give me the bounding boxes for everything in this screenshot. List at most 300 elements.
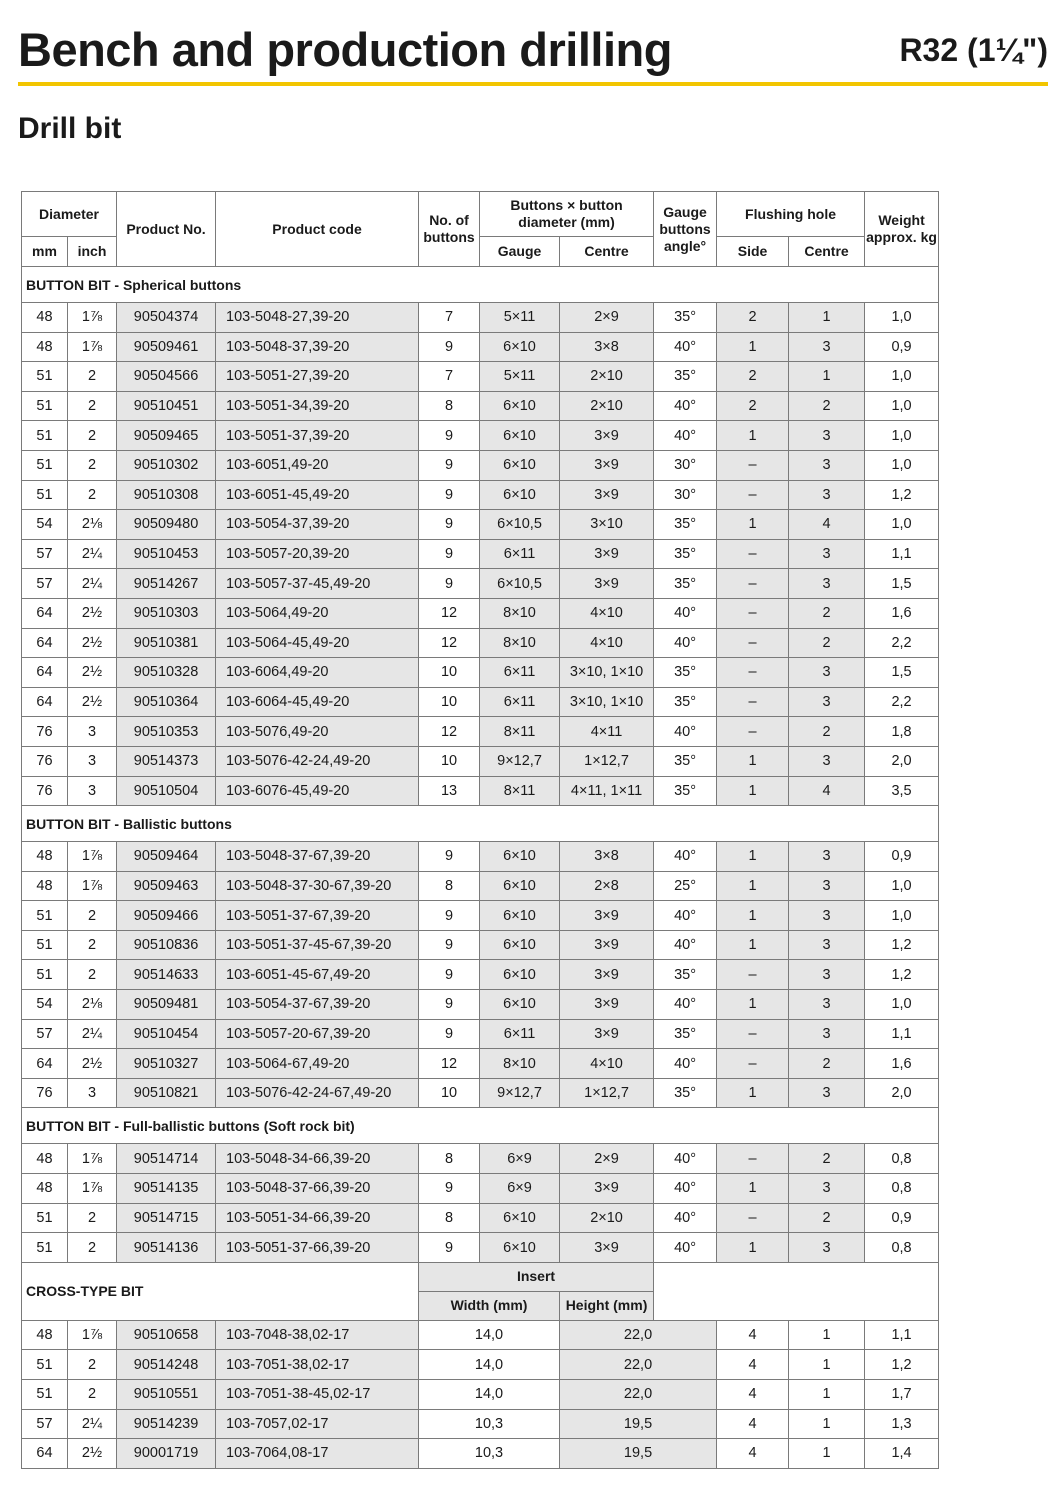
cell-side: 1 bbox=[717, 901, 789, 931]
cell-product-no: 90510836 bbox=[117, 930, 216, 960]
header-height: Height (mm) bbox=[560, 1291, 654, 1320]
cell-flush-centre: 1 bbox=[789, 362, 865, 392]
cell-product-code: 103-5057-20-67,39-20 bbox=[216, 1019, 419, 1049]
cell-gauge-angle: 40° bbox=[654, 332, 717, 362]
cell-product-code: 103-5054-37-67,39-20 bbox=[216, 990, 419, 1020]
header-buttons-diameter: Buttons × button diameter (mm) bbox=[480, 192, 654, 237]
cell-flush-centre: 1 bbox=[789, 1439, 865, 1469]
cell-gauge-angle: 35° bbox=[654, 960, 717, 990]
cell-inch: 1⅞ bbox=[68, 1174, 117, 1204]
cell-gauge-angle: 40° bbox=[654, 1174, 717, 1204]
cell-centre: 3×9 bbox=[560, 539, 654, 569]
section-title: BUTTON BIT - Ballistic buttons bbox=[22, 806, 939, 842]
cell-product-no: 90514267 bbox=[117, 569, 216, 599]
table-row bbox=[22, 687, 939, 717]
cell-weight: 1,7 bbox=[865, 1380, 939, 1410]
header-gauge: Gauge bbox=[480, 237, 560, 267]
cell-gauge: 6×10 bbox=[480, 1203, 560, 1233]
table-row bbox=[22, 1409, 939, 1439]
cell-flush-centre: 3 bbox=[789, 421, 865, 451]
cell-product-code: 103-5048-37-66,39-20 bbox=[216, 1174, 419, 1204]
cell-mm: 51 bbox=[22, 1380, 68, 1410]
cell-gauge: 6×10 bbox=[480, 450, 560, 480]
cell-flush-centre: 2 bbox=[789, 391, 865, 421]
cell-no-buttons: 13 bbox=[419, 776, 480, 806]
cell-product-no: 90510454 bbox=[117, 1019, 216, 1049]
cell-product-code: 103-5064-45,49-20 bbox=[216, 628, 419, 658]
cell-inch: 2½ bbox=[68, 598, 117, 628]
cell-mm: 51 bbox=[22, 1233, 68, 1263]
table-row bbox=[22, 871, 939, 901]
table-row bbox=[22, 1203, 939, 1233]
section-header-row bbox=[22, 267, 939, 303]
cell-flush-centre: 3 bbox=[789, 1233, 865, 1263]
cell-inch: 3 bbox=[68, 776, 117, 806]
cell-weight: 0,9 bbox=[865, 332, 939, 362]
cell-flush-centre: 1 bbox=[789, 1320, 865, 1350]
cell-inch: 2¼ bbox=[68, 1409, 117, 1439]
cell-weight: 0,8 bbox=[865, 1174, 939, 1204]
cell-inch: 2½ bbox=[68, 628, 117, 658]
header-width: Width (mm) bbox=[419, 1291, 560, 1320]
cell-gauge-angle: 40° bbox=[654, 1233, 717, 1263]
cell-product-code: 103-5048-37-30-67,39-20 bbox=[216, 871, 419, 901]
cell-no-buttons: 9 bbox=[419, 421, 480, 451]
cell-no-buttons: 9 bbox=[419, 1174, 480, 1204]
cell-no-buttons: 9 bbox=[419, 1019, 480, 1049]
cell-flush-centre: 3 bbox=[789, 539, 865, 569]
cell-mm: 51 bbox=[22, 391, 68, 421]
cell-no-buttons: 9 bbox=[419, 842, 480, 872]
cell-product-no: 90504374 bbox=[117, 303, 216, 333]
table-row bbox=[22, 1174, 939, 1204]
table-row bbox=[22, 510, 939, 540]
cell-flush-centre: 3 bbox=[789, 1078, 865, 1108]
cell-mm: 48 bbox=[22, 1174, 68, 1204]
cell-no-buttons: 9 bbox=[419, 930, 480, 960]
cell-weight: 1,2 bbox=[865, 1350, 939, 1380]
header-diameter: Diameter bbox=[22, 192, 117, 237]
cell-gauge: 6×11 bbox=[480, 687, 560, 717]
cell-mm: 57 bbox=[22, 1409, 68, 1439]
cell-gauge-angle: 40° bbox=[654, 1203, 717, 1233]
cell-product-no: 90514135 bbox=[117, 1174, 216, 1204]
cell-flush-centre: 3 bbox=[789, 746, 865, 776]
cell-weight: 1,5 bbox=[865, 658, 939, 688]
cell-gauge-angle: 35° bbox=[654, 658, 717, 688]
cell-inch: 2⅛ bbox=[68, 510, 117, 540]
table-body bbox=[22, 267, 939, 1469]
table-row bbox=[22, 391, 939, 421]
cell-flush-centre: 4 bbox=[789, 510, 865, 540]
cell-side: 1 bbox=[717, 332, 789, 362]
cell-inch: 2 bbox=[68, 1233, 117, 1263]
cell-flush-centre: 1 bbox=[789, 303, 865, 333]
cell-product-code: 103-5048-37-67,39-20 bbox=[216, 842, 419, 872]
cell-inch: 3 bbox=[68, 717, 117, 747]
cell-side: 1 bbox=[717, 871, 789, 901]
cell-product-code: 103-5051-37-66,39-20 bbox=[216, 1233, 419, 1263]
cell-gauge-angle: 35° bbox=[654, 510, 717, 540]
cell-weight: 1,0 bbox=[865, 871, 939, 901]
page-title: Bench and production drilling bbox=[18, 23, 672, 76]
cell-inch: 2 bbox=[68, 1203, 117, 1233]
cell-mm: 51 bbox=[22, 480, 68, 510]
cell-centre: 3×10, 1×10 bbox=[560, 658, 654, 688]
cell-flush-centre: 3 bbox=[789, 658, 865, 688]
cell-height: 22,0 bbox=[560, 1380, 717, 1410]
cell-centre: 4×11, 1×11 bbox=[560, 776, 654, 806]
table-row bbox=[22, 1144, 939, 1174]
cell-inch: 1⅞ bbox=[68, 303, 117, 333]
cell-product-no: 90509461 bbox=[117, 332, 216, 362]
cell-flush-centre: 2 bbox=[789, 628, 865, 658]
cell-side: 4 bbox=[717, 1380, 789, 1410]
table-row bbox=[22, 1439, 939, 1469]
cell-gauge-angle: 40° bbox=[654, 1049, 717, 1079]
cell-weight: 2,0 bbox=[865, 1078, 939, 1108]
cell-gauge-angle: 35° bbox=[654, 746, 717, 776]
cell-product-no: 90514239 bbox=[117, 1409, 216, 1439]
cell-gauge-angle: 40° bbox=[654, 421, 717, 451]
cell-product-no: 90514714 bbox=[117, 1144, 216, 1174]
header-product-no: Product No. bbox=[117, 192, 216, 267]
cell-gauge: 6×10 bbox=[480, 480, 560, 510]
cell-centre: 1×12,7 bbox=[560, 1078, 654, 1108]
cell-product-no: 90510551 bbox=[117, 1380, 216, 1410]
cell-side: 1 bbox=[717, 776, 789, 806]
cell-gauge: 6×10 bbox=[480, 391, 560, 421]
cell-no-buttons: 7 bbox=[419, 362, 480, 392]
cell-product-no: 90510327 bbox=[117, 1049, 216, 1079]
cell-inch: 2½ bbox=[68, 1049, 117, 1079]
cell-inch: 1⅞ bbox=[68, 1144, 117, 1174]
table-row bbox=[22, 450, 939, 480]
cell-no-buttons: 8 bbox=[419, 871, 480, 901]
cell-mm: 48 bbox=[22, 871, 68, 901]
table-row bbox=[22, 421, 939, 451]
cell-gauge: 6×10 bbox=[480, 990, 560, 1020]
cell-side: 4 bbox=[717, 1350, 789, 1380]
cell-mm: 48 bbox=[22, 303, 68, 333]
cell-mm: 76 bbox=[22, 776, 68, 806]
cell-centre: 1×12,7 bbox=[560, 746, 654, 776]
cell-product-no: 90509466 bbox=[117, 901, 216, 931]
cell-flush-centre: 1 bbox=[789, 1380, 865, 1410]
cell-flush-centre: 3 bbox=[789, 687, 865, 717]
cell-product-no: 90510451 bbox=[117, 391, 216, 421]
header-side: Side bbox=[717, 237, 789, 267]
header-gauge-angle: Gauge buttons angle° bbox=[654, 192, 717, 267]
cell-gauge-angle: 35° bbox=[654, 303, 717, 333]
cell-centre: 2×8 bbox=[560, 871, 654, 901]
table-row bbox=[22, 930, 939, 960]
cell-inch: 2 bbox=[68, 930, 117, 960]
cell-centre: 3×9 bbox=[560, 1019, 654, 1049]
table-row bbox=[22, 901, 939, 931]
cell-inch: 2 bbox=[68, 1350, 117, 1380]
cell-centre: 3×10, 1×10 bbox=[560, 687, 654, 717]
cell-product-code: 103-5051-37-45-67,39-20 bbox=[216, 930, 419, 960]
cell-weight: 3,5 bbox=[865, 776, 939, 806]
header-flush-centre: Centre bbox=[789, 237, 865, 267]
cell-gauge: 9×12,7 bbox=[480, 746, 560, 776]
cell-gauge: 6×11 bbox=[480, 1019, 560, 1049]
cell-mm: 54 bbox=[22, 510, 68, 540]
cell-flush-centre: 3 bbox=[789, 480, 865, 510]
cell-height: 19,5 bbox=[560, 1409, 717, 1439]
cell-product-no: 90514715 bbox=[117, 1203, 216, 1233]
cell-product-no: 90504566 bbox=[117, 362, 216, 392]
cell-weight: 0,8 bbox=[865, 1233, 939, 1263]
cell-gauge-angle: 40° bbox=[654, 1144, 717, 1174]
cell-inch: 2½ bbox=[68, 687, 117, 717]
cell-product-no: 90514136 bbox=[117, 1233, 216, 1263]
cell-centre: 2×9 bbox=[560, 1144, 654, 1174]
cell-gauge-angle: 35° bbox=[654, 1019, 717, 1049]
table-row bbox=[22, 332, 939, 362]
cell-no-buttons: 9 bbox=[419, 901, 480, 931]
table-row bbox=[22, 1078, 939, 1108]
cell-weight: 2,0 bbox=[865, 746, 939, 776]
cell-weight: 1,6 bbox=[865, 598, 939, 628]
section-title: CROSS-TYPE BIT bbox=[22, 1262, 419, 1320]
cell-product-no: 90510308 bbox=[117, 480, 216, 510]
cell-no-buttons: 9 bbox=[419, 569, 480, 599]
cell-gauge: 6×10 bbox=[480, 871, 560, 901]
cell-side: 1 bbox=[717, 746, 789, 776]
cell-mm: 51 bbox=[22, 1350, 68, 1380]
cell-product-no: 90510353 bbox=[117, 717, 216, 747]
cell-no-buttons: 9 bbox=[419, 960, 480, 990]
cell-no-buttons: 9 bbox=[419, 480, 480, 510]
cell-side: 1 bbox=[717, 1174, 789, 1204]
table-row bbox=[22, 1019, 939, 1049]
cell-product-no: 90514633 bbox=[117, 960, 216, 990]
cell-centre: 3×9 bbox=[560, 990, 654, 1020]
table-row bbox=[22, 1380, 939, 1410]
cell-product-code: 103-6064,49-20 bbox=[216, 658, 419, 688]
cell-gauge: 6×10 bbox=[480, 1233, 560, 1263]
cell-weight: 1,1 bbox=[865, 1320, 939, 1350]
cell-centre: 3×8 bbox=[560, 332, 654, 362]
cell-no-buttons: 12 bbox=[419, 717, 480, 747]
cell-gauge: 6×10 bbox=[480, 332, 560, 362]
cell-mm: 64 bbox=[22, 1049, 68, 1079]
cell-gauge-angle: 40° bbox=[654, 990, 717, 1020]
cell-weight: 1,2 bbox=[865, 480, 939, 510]
cell-weight: 1,3 bbox=[865, 1409, 939, 1439]
cell-no-buttons: 9 bbox=[419, 539, 480, 569]
cell-no-buttons: 12 bbox=[419, 598, 480, 628]
cell-gauge-angle: 35° bbox=[654, 539, 717, 569]
cell-inch: 2¼ bbox=[68, 1019, 117, 1049]
cell-weight: 0,8 bbox=[865, 1144, 939, 1174]
cell-product-code: 103-7051-38-45,02-17 bbox=[216, 1380, 419, 1410]
cell-side: 1 bbox=[717, 930, 789, 960]
cell-weight: 1,4 bbox=[865, 1439, 939, 1469]
cell-flush-centre: 4 bbox=[789, 776, 865, 806]
table-row bbox=[22, 842, 939, 872]
cell-product-code: 103-5064,49-20 bbox=[216, 598, 419, 628]
cell-gauge-angle: 40° bbox=[654, 628, 717, 658]
cell-weight: 1,0 bbox=[865, 391, 939, 421]
table-row bbox=[22, 746, 939, 776]
cell-side: 4 bbox=[717, 1439, 789, 1469]
cell-gauge: 8×11 bbox=[480, 776, 560, 806]
cell-product-code: 103-5051-34,39-20 bbox=[216, 391, 419, 421]
cell-product-no: 90510381 bbox=[117, 628, 216, 658]
cell-flush-centre: 2 bbox=[789, 1049, 865, 1079]
cell-product-code: 103-5051-37-67,39-20 bbox=[216, 901, 419, 931]
cell-product-code: 103-7057,02-17 bbox=[216, 1409, 419, 1439]
cell-product-no: 90001719 bbox=[117, 1439, 216, 1469]
cell-mm: 57 bbox=[22, 539, 68, 569]
table-row bbox=[22, 776, 939, 806]
cell-weight: 1,5 bbox=[865, 569, 939, 599]
cell-product-code: 103-5064-67,49-20 bbox=[216, 1049, 419, 1079]
cell-product-code: 103-5051-37,39-20 bbox=[216, 421, 419, 451]
cell-gauge-angle: 35° bbox=[654, 1078, 717, 1108]
cell-gauge-angle: 30° bbox=[654, 450, 717, 480]
cell-inch: 3 bbox=[68, 746, 117, 776]
table-row bbox=[22, 362, 939, 392]
table-row bbox=[22, 1049, 939, 1079]
cell-gauge: 6×10 bbox=[480, 901, 560, 931]
cell-centre: 4×10 bbox=[560, 1049, 654, 1079]
cell-weight: 0,9 bbox=[865, 842, 939, 872]
cell-side: 4 bbox=[717, 1320, 789, 1350]
cell-side: – bbox=[717, 450, 789, 480]
cell-flush-centre: 3 bbox=[789, 990, 865, 1020]
cell-product-no: 90510303 bbox=[117, 598, 216, 628]
cell-centre: 3×8 bbox=[560, 842, 654, 872]
table-row bbox=[22, 1350, 939, 1380]
cell-centre: 3×9 bbox=[560, 480, 654, 510]
cell-side: 1 bbox=[717, 1078, 789, 1108]
cell-weight: 1,8 bbox=[865, 717, 939, 747]
cell-gauge-angle: 35° bbox=[654, 569, 717, 599]
cell-gauge: 8×11 bbox=[480, 717, 560, 747]
cell-weight: 2,2 bbox=[865, 628, 939, 658]
cell-product-code: 103-7048-38,02-17 bbox=[216, 1320, 419, 1350]
cell-gauge-angle: 35° bbox=[654, 362, 717, 392]
cell-gauge: 6×9 bbox=[480, 1174, 560, 1204]
cell-mm: 76 bbox=[22, 746, 68, 776]
cell-no-buttons: 12 bbox=[419, 628, 480, 658]
cross-header-blank bbox=[654, 1262, 939, 1320]
cell-centre: 4×10 bbox=[560, 628, 654, 658]
cell-product-code: 103-5057-20,39-20 bbox=[216, 539, 419, 569]
cell-product-no: 90510328 bbox=[117, 658, 216, 688]
cell-side: – bbox=[717, 1049, 789, 1079]
cell-side: – bbox=[717, 960, 789, 990]
cell-centre: 3×9 bbox=[560, 901, 654, 931]
cell-product-code: 103-5076-42-24,49-20 bbox=[216, 746, 419, 776]
header-mm: mm bbox=[22, 237, 68, 267]
accent-rule bbox=[18, 82, 1048, 86]
header-flushing-hole: Flushing hole bbox=[717, 192, 865, 237]
table-row bbox=[22, 303, 939, 333]
cell-gauge: 6×10 bbox=[480, 421, 560, 451]
cell-no-buttons: 9 bbox=[419, 450, 480, 480]
cell-no-buttons: 9 bbox=[419, 510, 480, 540]
cell-no-buttons: 10 bbox=[419, 687, 480, 717]
cell-weight: 1,0 bbox=[865, 362, 939, 392]
cell-product-code: 103-6051-45-67,49-20 bbox=[216, 960, 419, 990]
cell-flush-centre: 3 bbox=[789, 871, 865, 901]
cell-weight: 1,0 bbox=[865, 510, 939, 540]
cell-inch: 2 bbox=[68, 391, 117, 421]
cell-no-buttons: 10 bbox=[419, 1078, 480, 1108]
cell-no-buttons: 12 bbox=[419, 1049, 480, 1079]
cell-flush-centre: 2 bbox=[789, 598, 865, 628]
cell-no-buttons: 10 bbox=[419, 658, 480, 688]
cell-weight: 1,2 bbox=[865, 930, 939, 960]
cell-width: 14,0 bbox=[419, 1350, 560, 1380]
cell-product-code: 103-5076-42-24-67,49-20 bbox=[216, 1078, 419, 1108]
table-row bbox=[22, 990, 939, 1020]
cell-gauge: 6×10 bbox=[480, 842, 560, 872]
cell-side: – bbox=[717, 658, 789, 688]
table-row bbox=[22, 1233, 939, 1263]
section-header-row bbox=[22, 806, 939, 842]
cell-inch: 1⅞ bbox=[68, 842, 117, 872]
header-weight: Weight approx. kg bbox=[865, 192, 939, 267]
cell-side: 1 bbox=[717, 1233, 789, 1263]
cell-mm: 48 bbox=[22, 842, 68, 872]
cell-inch: 2 bbox=[68, 450, 117, 480]
cell-side: – bbox=[717, 569, 789, 599]
cell-gauge: 6×10 bbox=[480, 930, 560, 960]
cell-gauge: 5×11 bbox=[480, 362, 560, 392]
section-subtitle: Drill bit bbox=[18, 112, 122, 145]
cell-height: 22,0 bbox=[560, 1320, 717, 1350]
rod-size-title: R32 (1¼") bbox=[899, 32, 1048, 68]
cell-product-no: 90510504 bbox=[117, 776, 216, 806]
cell-side: 1 bbox=[717, 510, 789, 540]
cell-side: 2 bbox=[717, 362, 789, 392]
cell-mm: 57 bbox=[22, 569, 68, 599]
cell-centre: 2×10 bbox=[560, 362, 654, 392]
cell-gauge: 5×11 bbox=[480, 303, 560, 333]
cell-gauge-angle: 35° bbox=[654, 687, 717, 717]
cell-centre: 3×9 bbox=[560, 450, 654, 480]
header-centre: Centre bbox=[560, 237, 654, 267]
cell-product-code: 103-6051,49-20 bbox=[216, 450, 419, 480]
cell-side: – bbox=[717, 598, 789, 628]
cell-mm: 48 bbox=[22, 1144, 68, 1174]
cell-inch: 2½ bbox=[68, 1439, 117, 1469]
cell-gauge-angle: 40° bbox=[654, 901, 717, 931]
table-row bbox=[22, 598, 939, 628]
cell-side: – bbox=[717, 717, 789, 747]
cell-mm: 51 bbox=[22, 930, 68, 960]
table-row bbox=[22, 960, 939, 990]
cell-product-code: 103-5048-34-66,39-20 bbox=[216, 1144, 419, 1174]
cell-product-no: 90510821 bbox=[117, 1078, 216, 1108]
cell-side: – bbox=[717, 1203, 789, 1233]
cell-mm: 54 bbox=[22, 990, 68, 1020]
cell-gauge: 8×10 bbox=[480, 628, 560, 658]
cell-height: 22,0 bbox=[560, 1350, 717, 1380]
table-row bbox=[22, 569, 939, 599]
cell-gauge: 9×12,7 bbox=[480, 1078, 560, 1108]
cell-product-no: 90514248 bbox=[117, 1350, 216, 1380]
cell-mm: 64 bbox=[22, 628, 68, 658]
cell-centre: 3×9 bbox=[560, 421, 654, 451]
cell-product-code: 103-6064-45,49-20 bbox=[216, 687, 419, 717]
